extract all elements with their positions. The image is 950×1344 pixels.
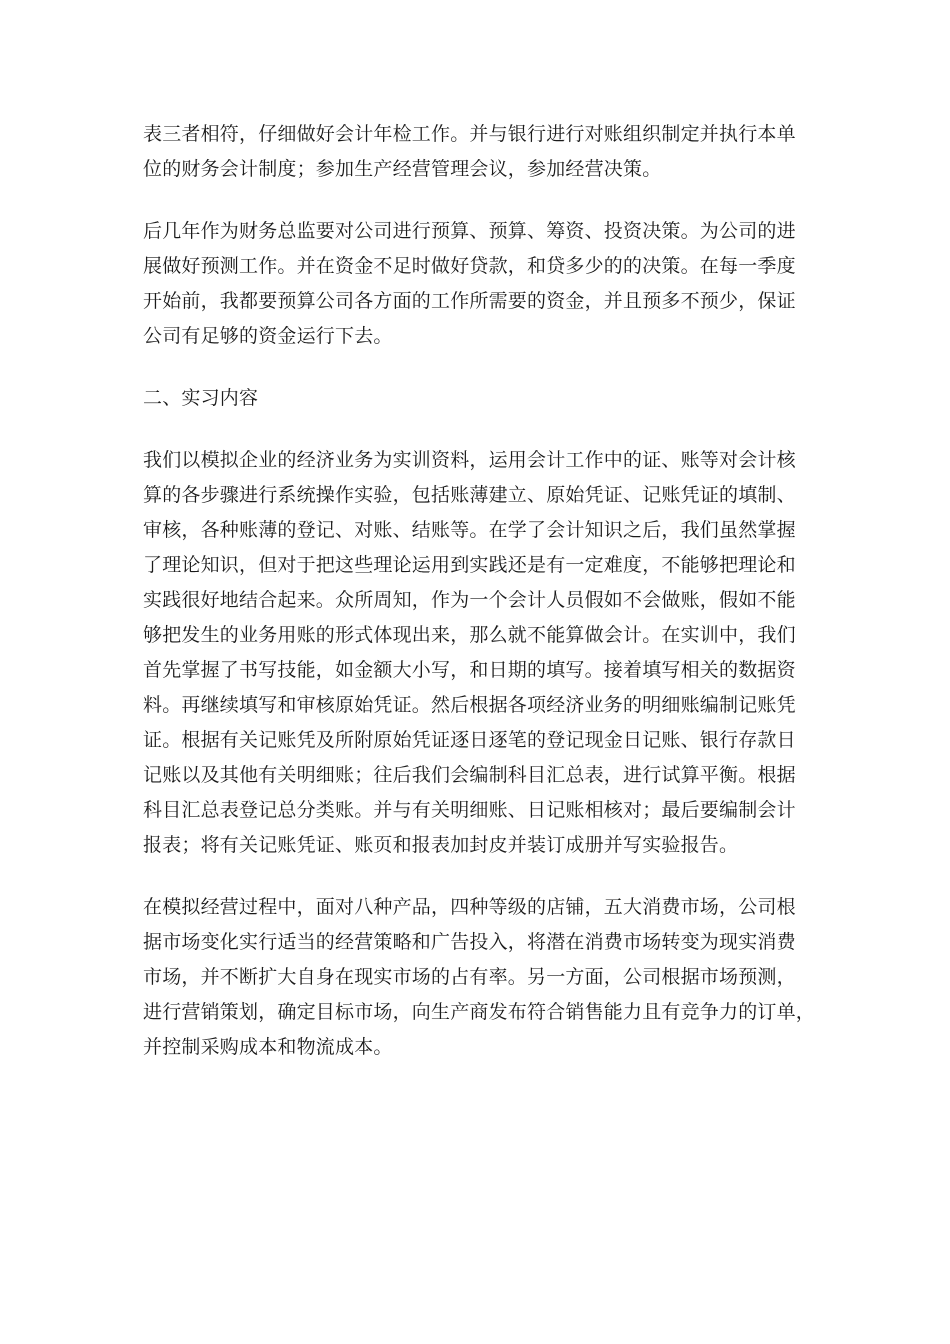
text-line: 首先掌握了书写技能，如金额大小写，和日期的填写。接着填写相关的数据资 (143, 659, 796, 681)
text-line: 开始前，我都要预算公司各方面的工作所需要的资金，并且预多不预少，保证 (143, 290, 796, 312)
paragraph-accounting-duties (143, 117, 813, 187)
text-line: 证。根据有关记账凭及所附原始凭证逐日逐笔的登记现金日记账、银行存款日 (143, 729, 796, 751)
text-line: 报表；将有关记账凭证、账页和报表加封皮并装订成册并写实验报告。 (143, 834, 739, 856)
paragraph-gap (143, 416, 813, 443)
paragraph-gap (143, 354, 813, 381)
text-line: 表三者相符，仔细做好会计年检工作。并与银行进行对账组织制定并执行本单 (143, 123, 796, 145)
text-line: 了理论知识，但对于把这些理论运用到实践还是有一定难度，不能够把理论和 (143, 554, 796, 576)
text-line: 并控制采购成本和物流成本。 (143, 1036, 393, 1058)
text-line: 进行营销策划，确定目标市场，向生产商发布符合销售能力且有竞争力的订单， (143, 1001, 816, 1023)
document-body (143, 117, 816, 1065)
paragraph-gap (143, 863, 813, 890)
text-line: 实践很好地结合起来。众所周知，作为一个会计人员假如不会做账，假如不能 (143, 589, 796, 611)
text-line: 我们以模拟企业的经济业务为实训资料，运用会计工作中的证、账等对会计核 (143, 449, 796, 471)
text-line: 审核，各种账薄的登记、对账、结账等。在学了会计知识之后，我们虽然掌握 (143, 519, 796, 541)
text-line: 据市场变化实行适当的经营策略和广告投入，将潜在消费市场转变为现实消费 (143, 931, 796, 953)
text-line: 位的财务会计制度；参加生产经营管理会议，参加经营决策。 (143, 158, 662, 180)
paragraph-gap (143, 187, 813, 214)
text-line: 够把发生的业务用账的形式体现出来，那么就不能算做会计。在实训中，我们 (143, 624, 796, 646)
text-line: 记账以及其他有关明细账；往后我们会编制科目汇总表，进行试算平衡。根据 (143, 764, 796, 786)
paragraph-internship-content (143, 443, 813, 863)
text-line: 展做好预测工作。并在资金不足时做好贷款，和贷多少的的决策。在每一季度 (143, 255, 796, 277)
heading-text: 二、实习内容 (143, 387, 259, 409)
paragraph-finance-director (143, 214, 813, 354)
text-line: 后几年作为财务总监要对公司进行预算、预算、筹资、投资决策。为公司的进 (143, 220, 796, 242)
text-line: 在模拟经营过程中，面对八种产品，四种等级的店铺，五大消费市场，公司根 (143, 896, 796, 918)
text-line: 算的各步骤进行系统操作实验，包括账薄建立、原始凭证、记账凭证的填制、 (143, 484, 796, 506)
text-line: 科目汇总表登记总分类账。并与有关明细账、日记账相核对；最后要编制会计 (143, 799, 796, 821)
paragraph-simulated-operations (143, 890, 816, 1065)
section-heading (143, 381, 813, 416)
text-line: 公司有足够的资金运行下去。 (143, 325, 393, 347)
text-line: 料。再继续填写和审核原始凭证。然后根据各项经济业务的明细账编制记账凭 (143, 694, 796, 716)
text-line: 市场，并不断扩大自身在现实市场的占有率。另一方面，公司根据市场预测， (143, 966, 796, 988)
